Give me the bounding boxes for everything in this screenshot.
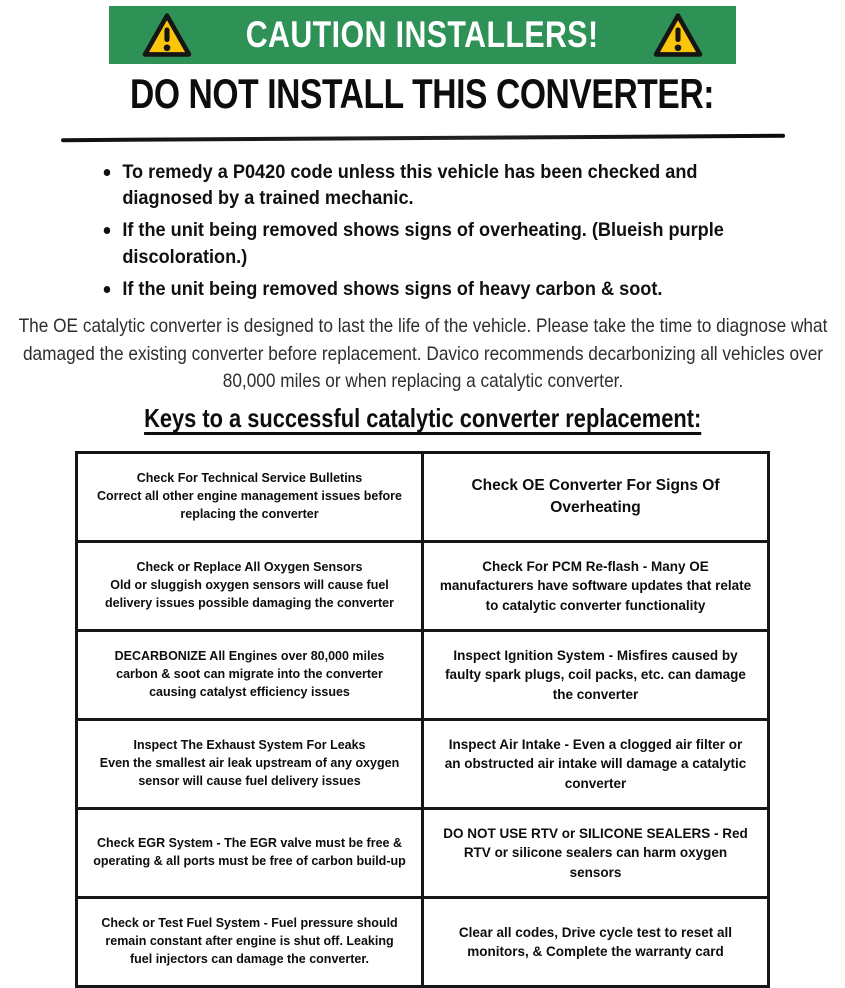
table-row (77, 542, 769, 631)
table-cell-left (77, 809, 423, 898)
keys-heading: Keys to a successful catalytic converter replacement: (143, 403, 702, 434)
table-cell-left (77, 542, 423, 631)
table-cell-right (423, 898, 769, 987)
table-row (77, 453, 769, 542)
cell-title: Check For PCM Re-flash - Many OE manufacturers have software updates that relate to catalytic converter functionality (439, 558, 752, 613)
table-cell-right (423, 809, 769, 898)
cell-title: Check OE Converter For Signs Of Overheating (471, 476, 720, 517)
table-cell-left (77, 898, 423, 987)
warning-triangle-icon (652, 12, 704, 59)
table-cell-right (423, 720, 769, 809)
cell-title: Check For Technical Service Bulletins (136, 471, 363, 486)
cell-description: Even the smallest air leak upstream of any oxygen sensor will cause fuel delivery issues (99, 756, 400, 788)
exclamation-dot (164, 44, 171, 51)
cell-description: Old or sluggish oxygen sensors will cause fuel delivery issues possible damaging the converter (105, 578, 394, 610)
intro-paragraph: The OE catalytic converter is designed to last the life of the vehicle. Please take the time to diagnose what damaged the existing converter before replacement. Davico recommends decarbonizing all vehicles over 80,000 miles or when replacing a catalytic converter. (18, 315, 827, 393)
cell-title: Inspect Air Intake - Even a clogged air filter or an obstructed air intake will damage a catalytic converter (444, 736, 747, 791)
exclamation-dot (674, 44, 681, 51)
cell-title: Clear all codes, Drive cycle test to reset all monitors, & Complete the warranty card (458, 924, 733, 960)
table-cell-right (423, 631, 769, 720)
table-row (77, 720, 769, 809)
cell-title: Inspect The Exhaust System For Leaks (133, 738, 366, 753)
warning-triangle-icon (141, 12, 193, 59)
table-row (77, 631, 769, 720)
table-cell-left (77, 720, 423, 809)
cell-description: Correct all other engine management issues before replacing the converter (97, 489, 402, 521)
bullet-item: To remedy a P0420 code unless this vehicle has been checked and diagnosed by a trained mechanic. (100, 159, 770, 213)
cell-title: Check or Test Fuel System - Fuel pressure should remain constant after engine is shut off. Leaking fuel injectors can damage the converter. (101, 916, 398, 966)
exclamation-bar (165, 27, 170, 42)
warning-bullets-section (100, 159, 770, 304)
bullet-item: If the unit being removed shows signs of heavy carbon & soot. (100, 276, 770, 303)
table-cell-left (77, 631, 423, 720)
banner-title: CAUTION INSTALLERS! (246, 14, 599, 55)
cell-title: DECARBONIZE All Engines over 80,000 miles carbon & soot can migrate into the converter causing catalyst efficiency issues (114, 649, 385, 699)
page-headline: DO NOT INSTALL THIS CONVERTER: (130, 70, 715, 117)
table-cell-right (423, 542, 769, 631)
bullet-list (100, 159, 770, 304)
bullet-item: If the unit being removed shows signs of overheating. (Blueish purple discoloration.) (100, 217, 770, 271)
caution-flyer-page (0, 6, 845, 966)
headline-row (0, 70, 845, 117)
cell-title: Inspect Ignition System - Misfires caused by faulty spark plugs, coil packs, etc. can damage the converter (445, 647, 746, 702)
cell-title: Check or Replace All Oxygen Sensors (136, 560, 363, 575)
checklist-table (75, 451, 770, 988)
table-cell-right (423, 453, 769, 542)
exclamation-bar (675, 27, 680, 42)
caution-banner (109, 6, 736, 64)
divider-line (60, 134, 784, 142)
cell-title: Check EGR System - The EGR valve must be free & operating & all ports must be free of carbon build-up (93, 836, 406, 869)
table-cell-left (77, 453, 423, 542)
table-row (77, 809, 769, 898)
table-row (77, 898, 769, 987)
cell-title: DO NOT USE RTV or SILICONE SEALERS - Red RTV or silicone sealers can harm oxygen sensors (443, 825, 748, 880)
keys-heading-row (0, 403, 845, 434)
